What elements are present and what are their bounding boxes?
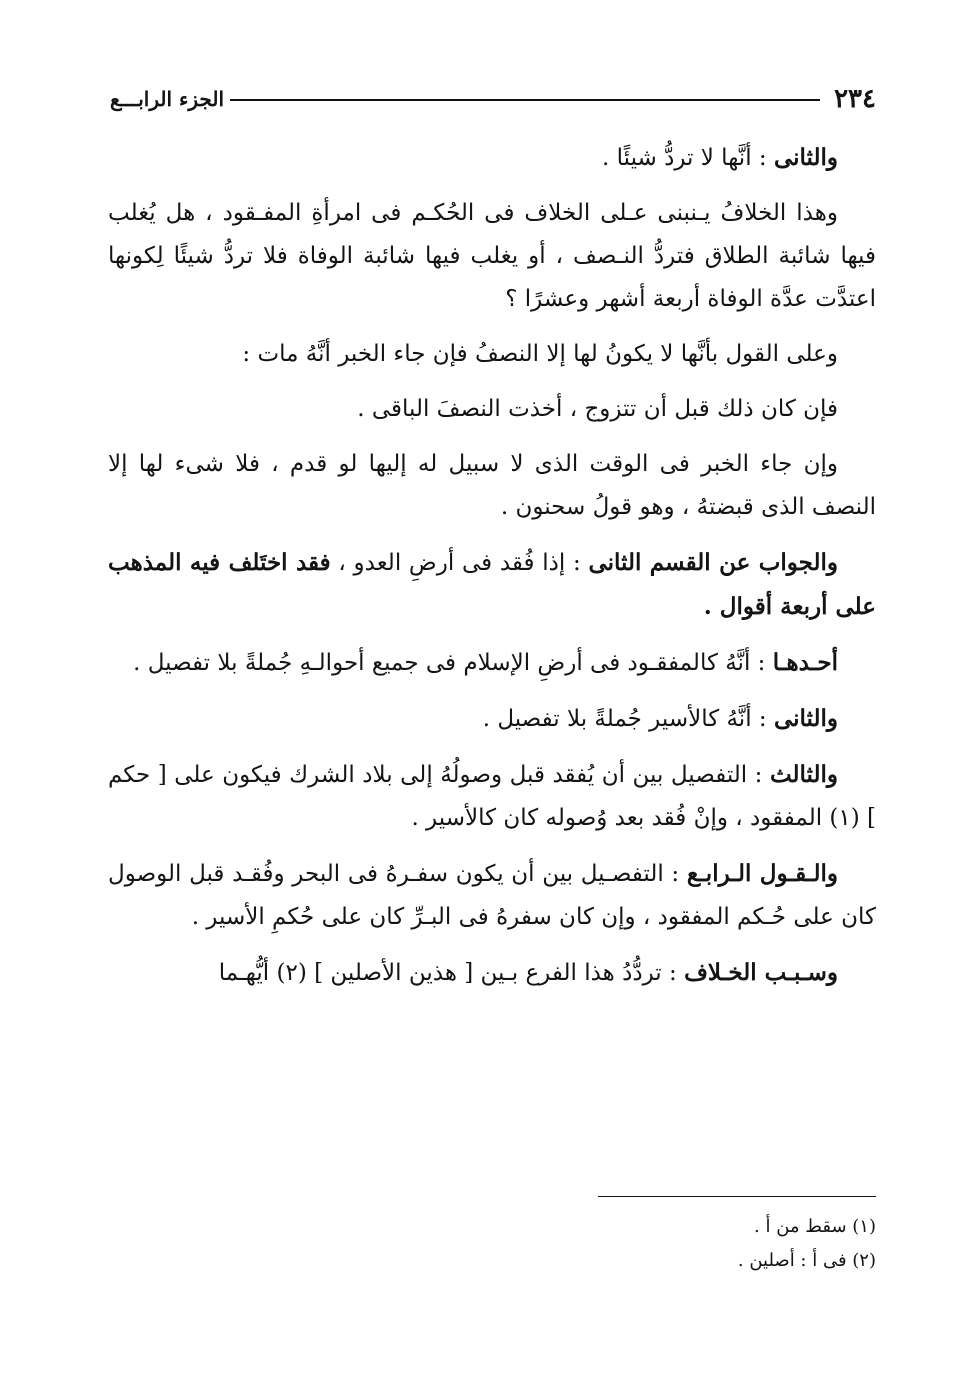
paragraph-lead: والثانى xyxy=(773,144,838,171)
paragraph-lead: والثانى xyxy=(773,705,838,732)
page-number: ٢٣٤ xyxy=(834,84,876,114)
paragraph-text: : التفصـيل بين أن يكون سفـرهُ فى البحر وفُقـد قبل الوصول كان على حُـكم المفقود ، وإن كان سفرهُ فى البـرِّ كان على حُكمِ الأسير . xyxy=(108,861,876,930)
running-title: الجزء الرابـــع xyxy=(110,87,224,111)
main-text xyxy=(108,136,876,1007)
footnote-divider xyxy=(598,1196,876,1197)
paragraph-9 xyxy=(108,753,876,840)
paragraph-6 xyxy=(108,541,876,629)
paragraph-text: : إذا فُقد فى أرضِ العدو ، xyxy=(330,550,589,576)
paragraph-text: : أنَّها لا تردُّ شيئًا . xyxy=(602,145,774,171)
footnote-2: (٢) فى أ : أصلين . xyxy=(737,1250,876,1271)
paragraph-text: وعلى القول بأنَّها لا يكونُ لها إلا النصفُ فإن جاء الخبر أنَّهُ مات : xyxy=(242,341,838,367)
running-header xyxy=(110,84,876,118)
paragraph-lead: والثالث xyxy=(769,761,838,788)
header-rule xyxy=(230,99,820,101)
paragraph-text: فإن كان ذلك قبل أن تتزوج ، أخذت النصفَ الباقى . xyxy=(357,396,838,422)
paragraph-text: وهذا الخلافُ يـنبنى عـلى الخلاف فى الحُكـم فى امرأةِ المفـقود ، هل يُغلب فيها شائبة الطلاق فتردُّ النـصف ، أو يغلب فيها شائبة الوفاة فلا تردُّ شيئًا لِكونها اعتدَّت عدَّة الوفاة أربعة أشهر وعشرًا ؟ xyxy=(108,200,876,312)
paragraph-10 xyxy=(108,852,876,939)
paragraph-text: : التفصيل بين أن يُفقد قبل وصولُهُ إلى بلاد الشرك فيكون على [ حكم ] (١) المفقود ، وإنْ فُقد بعد وُصوله كان كالأسير . xyxy=(108,762,876,831)
paragraph-lead: وسـبـب الخـلاف xyxy=(684,959,838,986)
paragraph-lead: والـقـول الـرابـع xyxy=(686,860,838,887)
paragraph-bold-tail: فقد اختَلف فيه المذهب على أربعة أقوال . xyxy=(108,549,876,620)
footnotes xyxy=(376,1210,876,1278)
paragraph-3 xyxy=(108,333,876,376)
paragraph-4 xyxy=(108,388,876,431)
paragraph-text: : أنَّهُ كالأسير جُملةً بلا تفصيل . xyxy=(482,706,774,732)
paragraph-1 xyxy=(108,136,876,180)
paragraph-2 xyxy=(108,192,876,321)
paragraph-text: : أنَّهُ كالمفقـود فى أرضِ الإسلام فى جميع أحوالـهِ جُملةً بلا تفصيل . xyxy=(133,650,773,676)
paragraph-5 xyxy=(108,443,876,529)
footnote-1: (١) سقط من أ . xyxy=(754,1216,876,1237)
paragraph-lead: والجواب عن القسم الثانى xyxy=(588,549,838,576)
paragraph-lead: أحـدهـا xyxy=(772,649,838,676)
paragraph-8 xyxy=(108,697,876,741)
paragraph-text: وإن جاء الخبر فى الوقت الذى لا سبيل له إليها لو قدم ، فلا شىء لها إلا النصف الذى قبضتهُ ، وهو قولُ سحنون . xyxy=(108,451,876,520)
paragraph-text: : تردُّدُ هذا الفرع بـين [ هذين الأصلين ] (٢) أيُّهـما xyxy=(218,960,685,986)
paragraph-7 xyxy=(108,641,876,685)
paragraph-11 xyxy=(108,951,876,995)
